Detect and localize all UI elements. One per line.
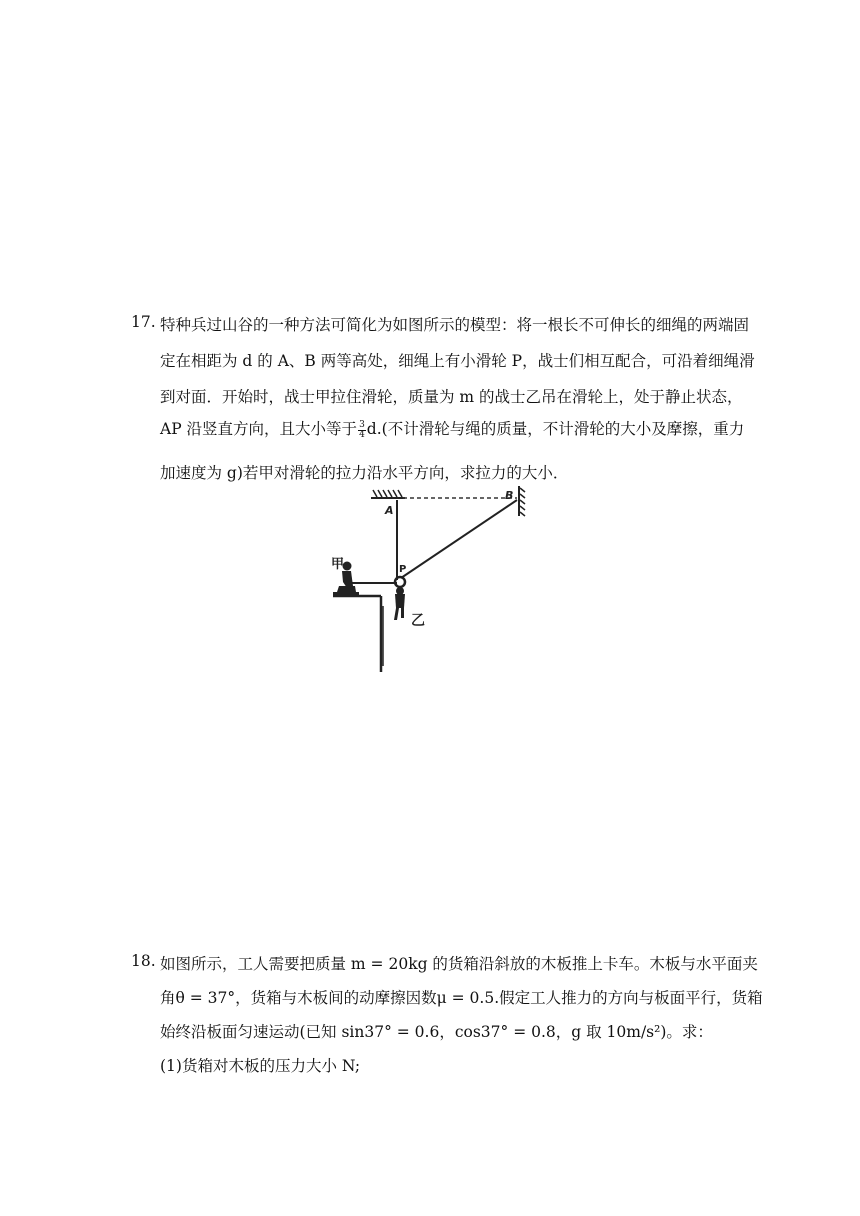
- label-b: B: [505, 489, 514, 502]
- text-line: 角θ = 37°，货箱与木板间的动摩擦因数μ = 0.5.假定工人推力的方向与板面平行，货箱: [160, 989, 763, 1007]
- label-jia: 甲: [331, 557, 345, 572]
- question-number: 18.: [131, 952, 156, 970]
- soldier-yi-figure: [394, 587, 405, 620]
- text-segment: AP 沿竖直方向，且大小等于: [160, 420, 358, 438]
- cliff: [333, 596, 383, 672]
- text-line: 加速度为 g)若甲对滑轮的拉力沿水平方向，求拉力的大小．: [160, 464, 569, 482]
- text-line: 如图所示，工人需要把质量 m = 20kg 的货箱沿斜放的木板推上卡车。木板与水平面夹: [160, 955, 758, 973]
- label-p: P: [399, 564, 407, 575]
- fraction-numerator: 3: [359, 419, 365, 430]
- label-yi: 乙: [411, 613, 425, 629]
- text-line-with-fraction: [160, 417, 744, 440]
- rope-pb: [401, 500, 517, 578]
- text-line: 定在相距为 d 的 A、B 两等高处，细绳上有小滑轮 P，战士们相互配合，可沿着细绳滑: [160, 352, 755, 370]
- ceiling-support-a: [371, 490, 405, 498]
- label-a: A: [385, 504, 394, 517]
- text-line: 始终沿板面匀速运动(已知 sin37° = 0.6，cos37° = 0.8，g 取 10m/s²)。求：: [160, 1023, 713, 1041]
- text-line: (1)货箱对木板的压力大小 N;: [160, 1057, 361, 1075]
- fraction: [358, 421, 366, 440]
- text-segment: d.(不计滑轮与绳的质量，不计滑轮的大小及摩擦，重力: [366, 420, 745, 438]
- fraction-denominator: 4: [359, 429, 365, 440]
- question-number: 17.: [131, 313, 156, 331]
- text-line: 特种兵过山谷的一种方法可简化为如图所示的模型：将一根长不可伸长的细绳的两端固: [160, 316, 750, 334]
- text-line: 到对面．开始时，战士甲拉住滑轮，质量为 m 的战士乙吊在滑轮上，处于静止状态，: [160, 388, 743, 406]
- wall-b: [519, 486, 525, 516]
- pulley-diagram: [325, 486, 545, 676]
